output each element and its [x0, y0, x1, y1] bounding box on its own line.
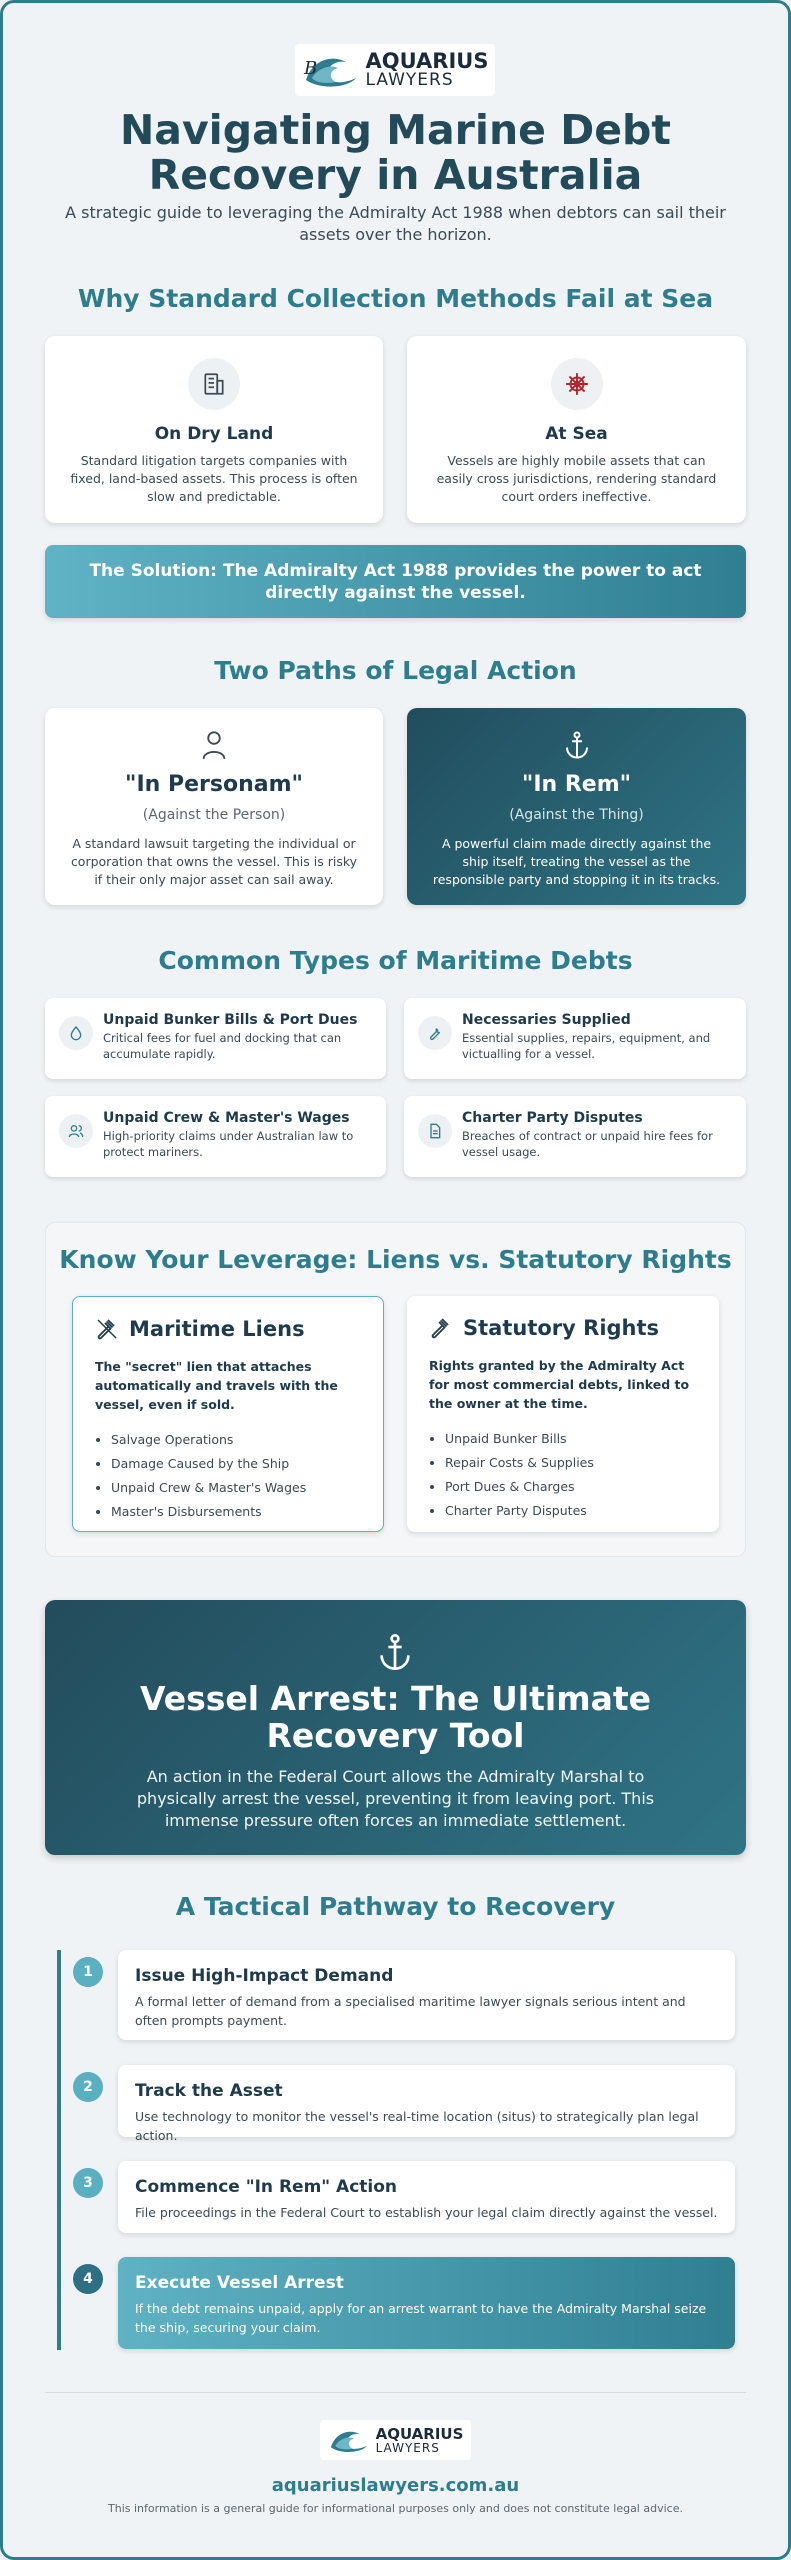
- disclaimer: This information is a general guide for informational purposes only and does not constitute legal advice.: [108, 2502, 683, 2515]
- svg-text:B: B: [303, 58, 317, 79]
- step-title: Commence "In Rem" Action: [135, 2177, 398, 2197]
- dry-land-title: On Dry Land: [154, 424, 274, 444]
- debt-title: Unpaid Crew & Master's Wages: [103, 1110, 350, 1126]
- gavel-icon: [429, 1316, 453, 1340]
- step-text: File proceedings in the Federal Court to establish your legal claim directly against the vessel.: [135, 2205, 718, 2220]
- debt-text: Breaches of contract or unpaid hire fees for vessel usage.: [462, 1129, 713, 1159]
- debt-text: High-priority claims under Australian law to protect mariners.: [103, 1129, 354, 1159]
- footer-divider: [45, 2392, 746, 2393]
- wave-logo-icon: [302, 50, 360, 90]
- in-personam-text: A standard lawsuit targeting the individual or corporation that owns the vessel. This is risky if their only major asset can sail away.: [70, 836, 358, 887]
- at-sea-card: [407, 336, 746, 523]
- anchor-icon: [375, 1632, 415, 1676]
- page-title: Navigating Marine Debt Recovery in Australia: [119, 106, 672, 199]
- list-item: • Damage Caused by the Ship: [111, 1452, 363, 1476]
- in-rem-sub: (Against the Thing): [509, 807, 644, 823]
- solution-banner: The Solution: The Admiralty Act 1988 provides the power to act directly against the vessel.: [45, 545, 746, 618]
- droplet-icon: [59, 1016, 93, 1050]
- logo-name-line1: AQUARIUS: [365, 49, 489, 73]
- vessel-arrest-title: Vessel Arrest: The Ultimate Recovery Tool: [139, 1679, 652, 1755]
- step-title: Issue High-Impact Demand: [135, 1966, 394, 1986]
- logo-name-line2: LAWYERS: [365, 70, 454, 90]
- debt-title: Charter Party Disputes: [462, 1110, 643, 1126]
- list-item: • Unpaid Crew & Master's Wages: [111, 1476, 363, 1500]
- debt-card-bunker: [45, 998, 386, 1079]
- step-text: A formal letter of demand from a specialised maritime lawyer signals serious intent and often prompts payment.: [135, 1994, 686, 2028]
- debt-card-charter: [404, 1096, 746, 1177]
- in-rem-title: "In Rem": [521, 772, 632, 797]
- step-number: 3: [73, 2168, 103, 2198]
- in-rem-text: A powerful claim made directly against the ship itself, treating the vessel as the responsible party and stopping it in its tracks.: [432, 836, 721, 887]
- in-personam-title: "In Personam": [125, 772, 303, 797]
- list-item: • Repair Costs & Supplies: [445, 1451, 699, 1475]
- debt-card-necessaries: [404, 998, 746, 1079]
- logo-name-line1: AQUARIUS: [375, 2424, 464, 2443]
- step-number: 4: [73, 2264, 103, 2294]
- wave-logo-icon: [328, 2425, 370, 2455]
- vessel-arrest-panel: [45, 1600, 746, 1855]
- vessel-arrest-text: An action in the Federal Court allows the Admiralty Marshal to physically arrest the vessel, preventing it from leaving port. This immense pressure often forces an immediate settlement.: [136, 1767, 655, 1830]
- at-sea-text: Vessels are highly mobile assets that can easily cross jurisdictions, rendering standard court orders ineffective.: [436, 453, 717, 504]
- building-icon: [188, 358, 240, 410]
- why-heading: Why Standard Collection Methods Fail at Sea: [77, 284, 714, 313]
- debt-text: Essential supplies, repairs, equipment, and victualling for a vessel.: [462, 1031, 711, 1061]
- step-text: Use technology to monitor the vessel's real-time location (situs) to strategically plan legal action.: [135, 2109, 699, 2143]
- statutory-rights-desc: Rights granted by the Admiralty Act for most commercial debts, linked to the owner at the time.: [429, 1358, 690, 1411]
- ship-wheel-icon: [551, 358, 603, 410]
- debt-title: Unpaid Bunker Bills & Port Dues: [103, 1012, 358, 1028]
- step-number: 1: [73, 1957, 103, 1987]
- list-item: • Salvage Operations: [111, 1428, 363, 1452]
- page-subtitle: A strategic guide to leveraging the Admiralty Act 1988 when debtors can sail their assets over the horizon.: [65, 203, 726, 244]
- step-text: If the debt remains unpaid, apply for an arrest warrant to have the Admiralty Marshal seize the ship, securing your claim.: [135, 2301, 707, 2335]
- person-icon: [45, 730, 383, 764]
- debt-text: Critical fees for fuel and docking that can accumulate rapidly.: [103, 1031, 342, 1061]
- step-card: [118, 2065, 735, 2143]
- step-card: [118, 1950, 735, 2040]
- debt-title: Necessaries Supplied: [462, 1012, 631, 1028]
- wrench-icon: [418, 1016, 452, 1050]
- website-link[interactable]: aquariuslawyers.com.au: [271, 2475, 520, 2496]
- step-number: 2: [73, 2072, 103, 2102]
- maritime-liens-desc: The "secret" lien that attaches automatically and travels with the vessel, even if sold.: [95, 1359, 338, 1412]
- maritime-liens-card: [72, 1296, 384, 1532]
- debt-card-crew: [45, 1096, 386, 1177]
- list-item: • Unpaid Bunker Bills: [445, 1427, 699, 1451]
- debts-heading: Common Types of Maritime Debts: [158, 946, 633, 975]
- step-card: [118, 2161, 735, 2233]
- paths-heading: Two Paths of Legal Action: [214, 656, 577, 685]
- leverage-heading: Know Your Leverage: Liens vs. Statutory Rights: [59, 1245, 732, 1274]
- in-personam-card: [45, 708, 383, 905]
- footer-logo: [320, 2420, 471, 2460]
- list-item: • Charter Party Disputes: [445, 1499, 699, 1523]
- maritime-liens-title: Maritime Liens: [129, 1317, 305, 1341]
- pathway-heading: A Tactical Pathway to Recovery: [175, 1892, 616, 1921]
- logo-name-line2: LAWYERS: [375, 2440, 440, 2455]
- step-title: Execute Vessel Arrest: [135, 2273, 344, 2293]
- list-item: • Master's Disbursements: [111, 1500, 363, 1524]
- gavel-icon: [95, 1317, 119, 1341]
- users-icon: [59, 1114, 93, 1148]
- in-rem-card: [407, 708, 746, 905]
- dry-land-card: [45, 336, 383, 523]
- statutory-rights-title: Statutory Rights: [463, 1316, 660, 1340]
- timeline-line: [57, 1950, 61, 2350]
- at-sea-title: At Sea: [545, 424, 608, 444]
- logo: [295, 44, 495, 96]
- statutory-rights-card: [407, 1296, 719, 1532]
- in-personam-sub: (Against the Person): [142, 807, 286, 823]
- step-title: Track the Asset: [135, 2081, 283, 2101]
- list-item: • Port Dues & Charges: [445, 1475, 699, 1499]
- step-card-final: [118, 2257, 735, 2349]
- document-icon: [418, 1114, 452, 1148]
- dry-land-text: Standard litigation targets companies with fixed, land-based assets. This process is often slow and predictable.: [70, 453, 358, 504]
- anchor-icon: [407, 730, 746, 764]
